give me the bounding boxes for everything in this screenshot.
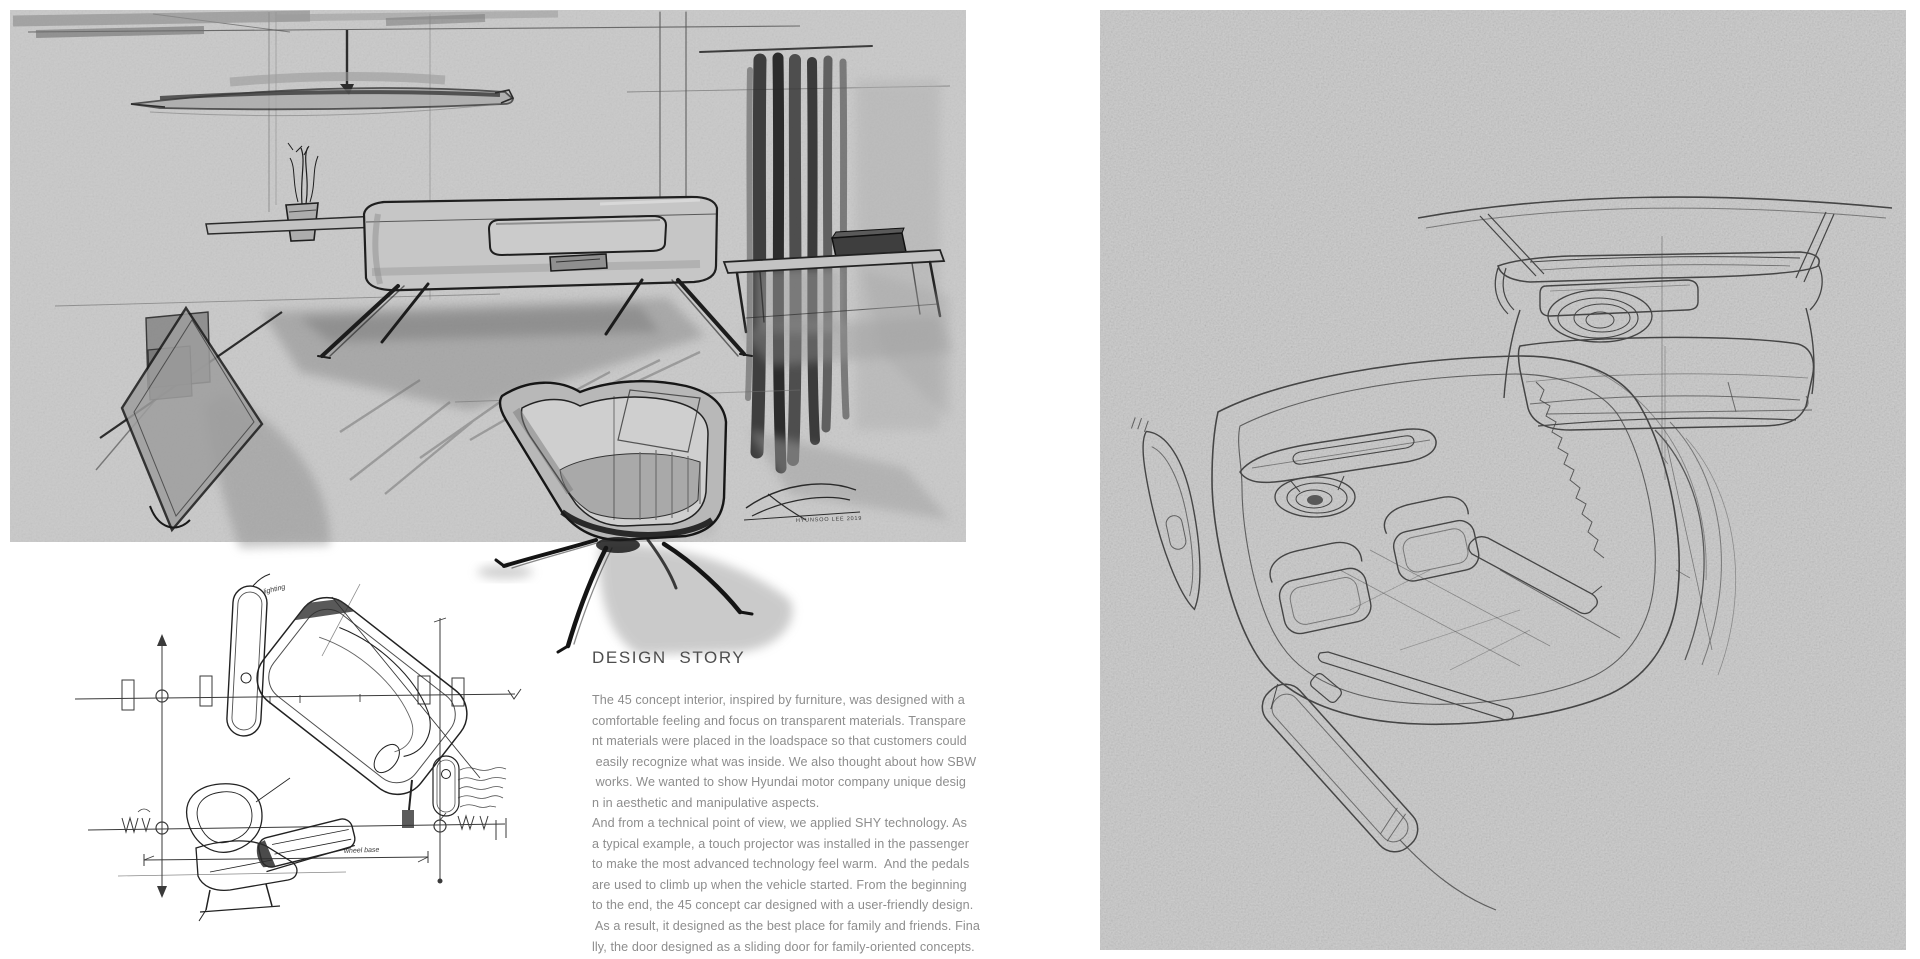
paragraph-line: n in aesthetic and manipulative aspects. — [592, 795, 820, 810]
paragraph-line: And from a technical point of view, we applied SHY technology. As — [592, 816, 967, 831]
left-marker-sketch — [0, 0, 980, 660]
door-trim-capsule-sketch — [226, 574, 286, 737]
wheel-base-label: wheel base — [343, 846, 380, 855]
paragraph-line: The 45 concept interior, inspired by furniture, was designed with a — [592, 693, 965, 707]
paragraph-line: to make the most advanced technology feel warm. And the pedals — [592, 857, 970, 872]
right-pencil-sketch — [1100, 10, 1906, 950]
design-story-heading: DESIGN STORY — [592, 648, 746, 667]
signature-text: HYUNSOO LEE 2019 — [795, 515, 863, 524]
lighting-label: lighting — [262, 583, 287, 596]
paragraph-line: to the end, the 45 concept car designed with a user-friendly design. — [592, 898, 974, 913]
small-capsule-sketch — [433, 756, 459, 816]
paragraph-line: As a result, it designed as the best place for family and friends. Fina — [592, 919, 981, 934]
design-story-section — [592, 648, 1012, 957]
paragraph-line: are used to climb up when the vehicle started. From the beginning — [592, 877, 967, 892]
technical-ink-sketch — [60, 572, 560, 958]
design-story-paragraph — [592, 690, 1012, 957]
paragraph-line: easily recognize what was inside. We also thought about how SBW — [592, 754, 977, 769]
paragraph-line: comfortable feeling and focus on transparent materials. Transpare — [592, 713, 967, 728]
armrest-wedge-sketch — [254, 817, 358, 873]
paragraph-line: nt materials were placed in the loadspace so that customers could — [592, 734, 967, 749]
paragraph-line: a typical example, a touch projector was installed in the passenger — [592, 836, 970, 851]
paragraph-line: lly, the door designed as a sliding door for family-oriented concepts. — [592, 939, 975, 954]
paragraph-line: works. We wanted to show Hyundai motor company unique desig — [592, 775, 966, 790]
handwritten-note — [458, 768, 506, 808]
door-panel-sketch — [245, 583, 479, 828]
seat-sketch — [187, 778, 297, 921]
paper-background — [1100, 10, 1906, 950]
